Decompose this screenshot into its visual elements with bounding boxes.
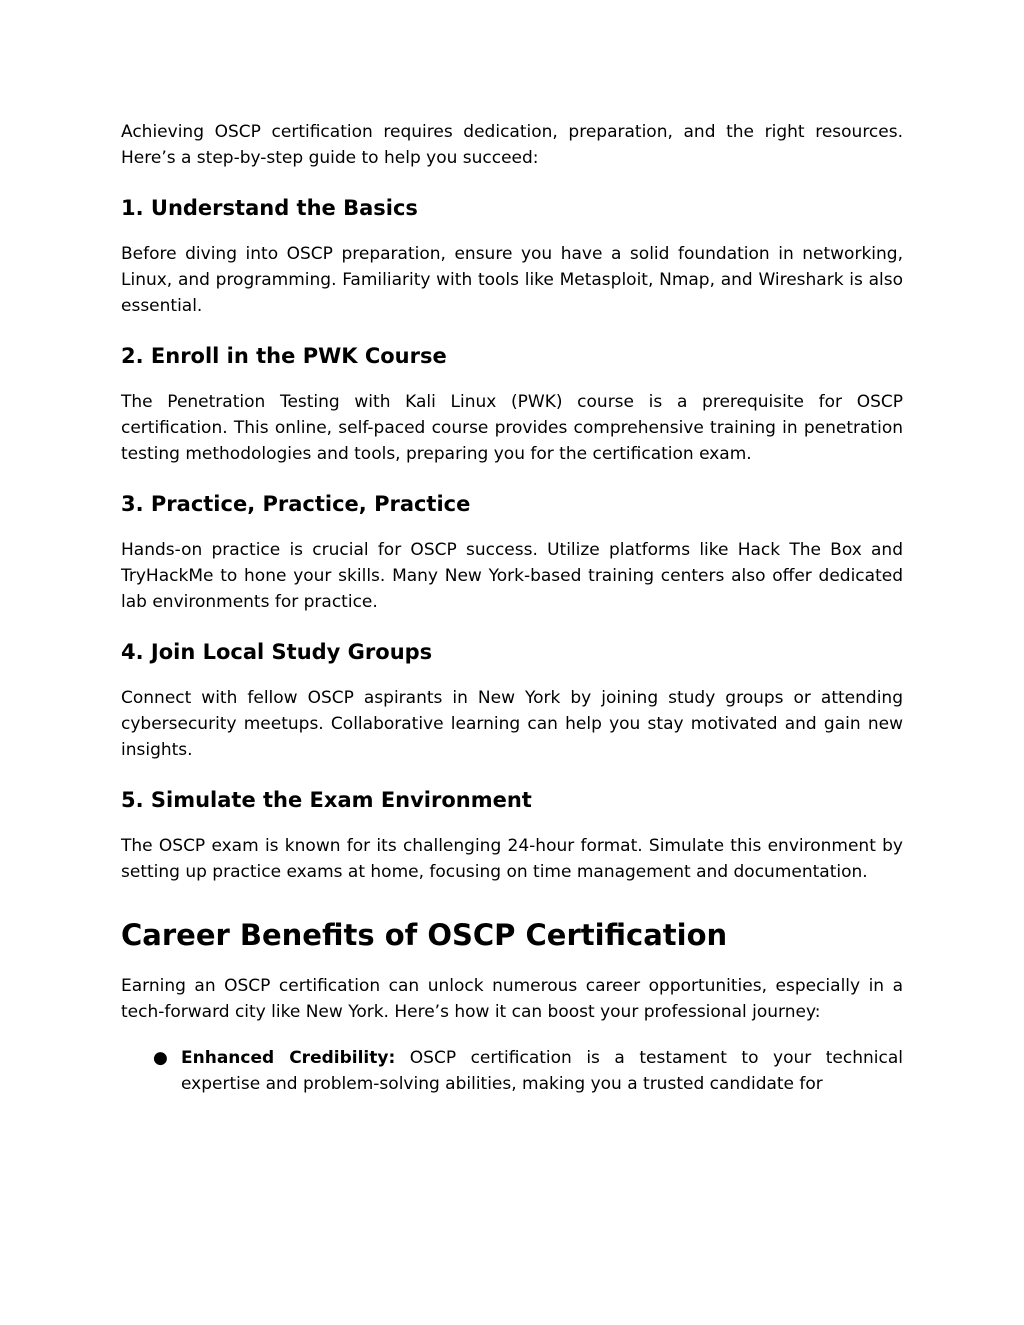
section-practice: [121, 489, 903, 615]
section-body: Before diving into OSCP preparation, ensure you have a solid foundation in networking, Linux, and programming. Familiarity with tools like Metasploit, Nmap, and Wireshark is also essential.: [121, 244, 903, 316]
section-body: The Penetration Testing with Kali Linux (PWK) course is a prerequisite for OSCP certification. This online, self-paced course provides comprehensive training in penetration testing methodologies and tools, preparing you for the certification exam.: [121, 392, 903, 464]
section-heading: 3. Practice, Practice, Practice: [121, 492, 471, 516]
section-heading: 1. Understand the Basics: [121, 196, 418, 220]
section-body: Connect with fellow OSCP aspirants in New York by joining study groups or attending cybersecurity meetups. Collaborative learning can help you stay motivated and gain new insights.: [121, 688, 903, 760]
list-item-text: OSCP certification is a testament to your technical expertise and problem-solving abilities, making you a trusted candidate for: [181, 1048, 903, 1094]
section-heading: 5. Simulate the Exam Environment: [121, 788, 532, 812]
section-heading: 2. Enroll in the PWK Course: [121, 344, 447, 368]
career-intro-paragraph: Earning an OSCP certification can unlock numerous career opportunities, especially in a tech-forward city like New York. Here’s how it can boost your professional journey:: [121, 976, 903, 1022]
list-item: [121, 1045, 903, 1097]
section-heading: 4. Join Local Study Groups: [121, 640, 433, 664]
section-body: Hands-on practice is crucial for OSCP success. Utilize platforms like Hack The Box and TryHackMe to hone your skills. Many New York-based training centers also offer dedicated lab environments for practice.: [121, 540, 903, 612]
section-understand-basics: [121, 193, 903, 319]
bullet-icon: ●: [153, 1048, 168, 1068]
career-benefits-list: [121, 1045, 903, 1097]
section-simulate-exam: [121, 785, 903, 885]
career-benefits-title: Career Benefits of OSCP Certification: [121, 918, 728, 952]
section-enroll-pwk: [121, 341, 903, 467]
section-body: The OSCP exam is known for its challenging 24-hour format. Simulate this environment by setting up practice exams at home, focusing on time management and documentation.: [121, 836, 903, 882]
intro-paragraph: Achieving OSCP certification requires dedication, preparation, and the right resources. Here’s a step-by-step guide to help you succeed:: [121, 122, 903, 168]
section-study-groups: [121, 637, 903, 763]
document-page: [121, 119, 903, 1097]
list-item-label: Enhanced Credibility:: [181, 1048, 396, 1068]
